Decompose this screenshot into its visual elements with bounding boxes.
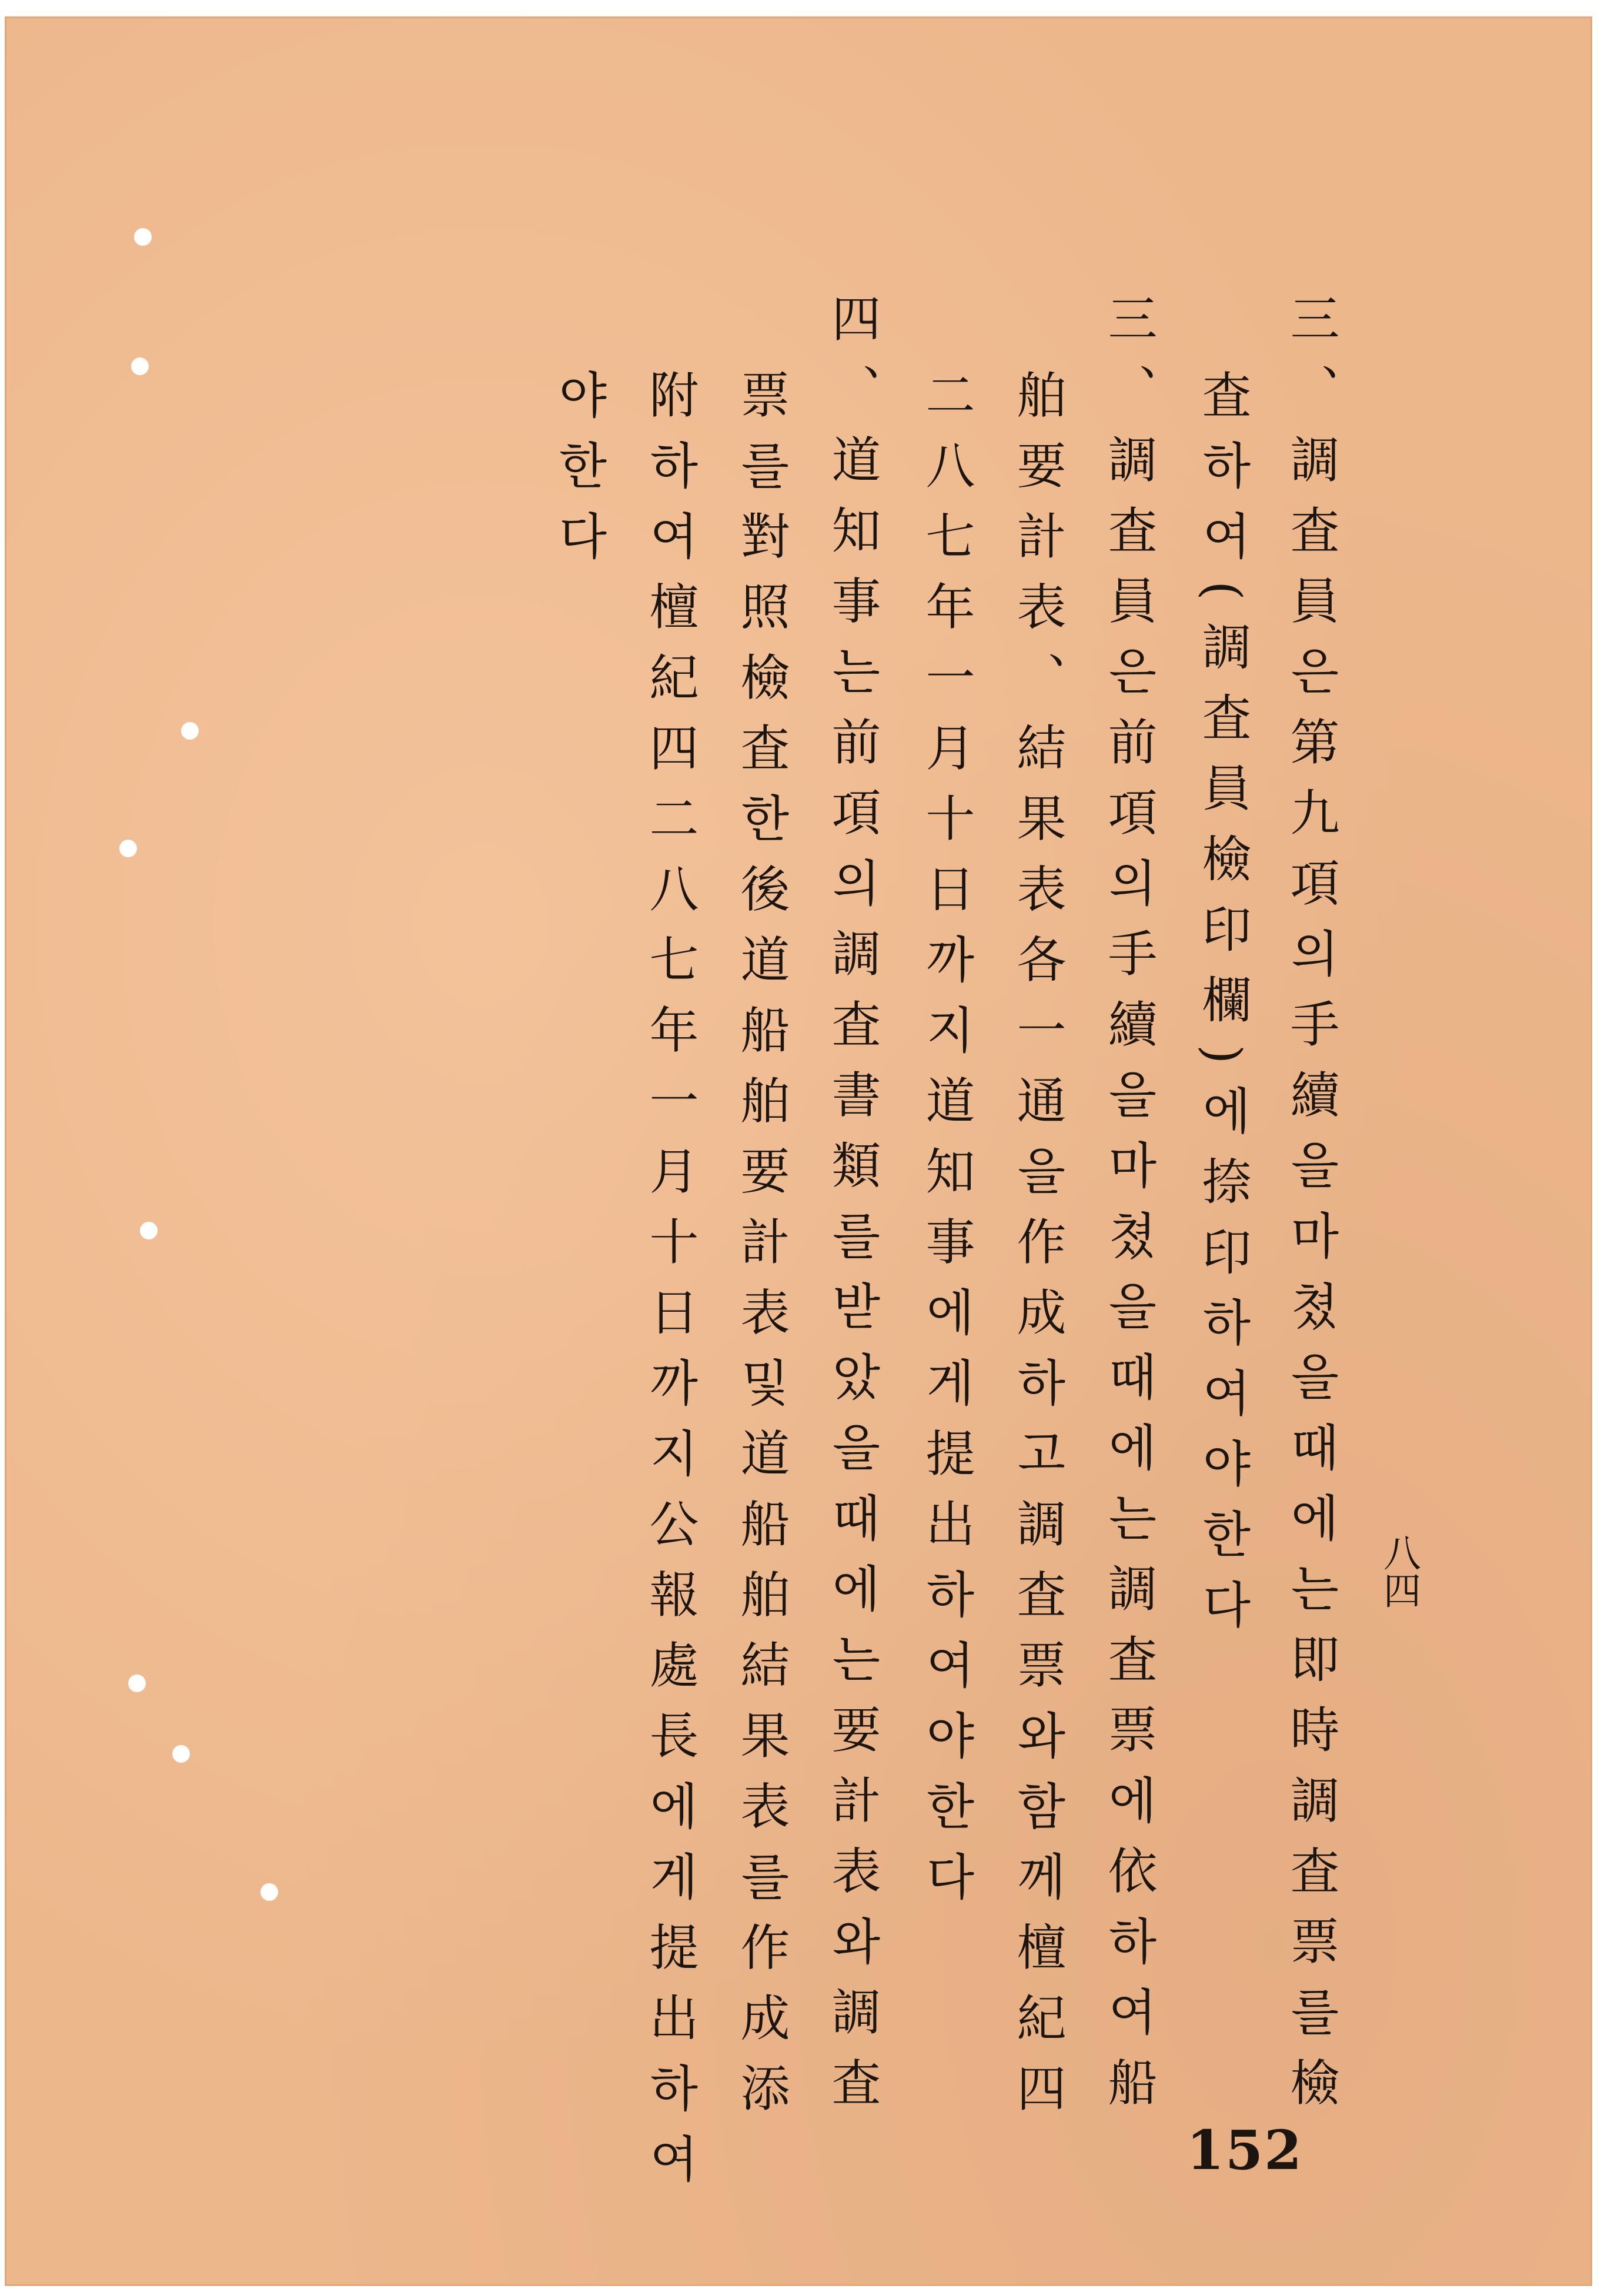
binding-hole	[172, 1745, 190, 1763]
text-column-7: 票를對照檢査한後道船舶要計表및道船舶結果表를作成添	[733, 369, 790, 2133]
binding-hole	[128, 1675, 146, 1692]
binding-hole	[134, 228, 152, 246]
binding-hole	[131, 357, 149, 375]
text-column-6: 四、道知事는前項의調査書類를받았을때에는要計表와調査	[824, 293, 881, 2127]
text-column-9: 야한다	[550, 369, 608, 581]
binding-hole	[181, 722, 199, 740]
binding-hole	[260, 1883, 278, 1901]
text-column-8: 附하여檀紀四二八七年一月十日까지公報處長에게提出하여	[641, 369, 699, 2204]
text-column-5: 二八七年一月十日까지道知事에게提出하여야한다	[918, 369, 975, 1921]
text-column-3: 三、調査員은前項의手續을마쳤을때에는調査票에依하여船	[1100, 293, 1158, 2127]
text-column-4: 舶要計表、結果表各一通을作成하고調査票와함께檀紀四	[1009, 369, 1067, 2133]
binding-hole	[140, 1222, 158, 1239]
binding-hole	[119, 840, 137, 857]
section-marker: 八四	[1377, 1533, 1421, 1609]
text-column-1: 三、調査員은第九項의手續을마쳤을때에는即時調査票를檢	[1282, 293, 1340, 2127]
page-number: 152	[1186, 2118, 1303, 2182]
text-column-2: 査하여(調査員檢印欄)에捺印하여야한다	[1194, 369, 1252, 1650]
document-page	[5, 16, 1592, 2286]
